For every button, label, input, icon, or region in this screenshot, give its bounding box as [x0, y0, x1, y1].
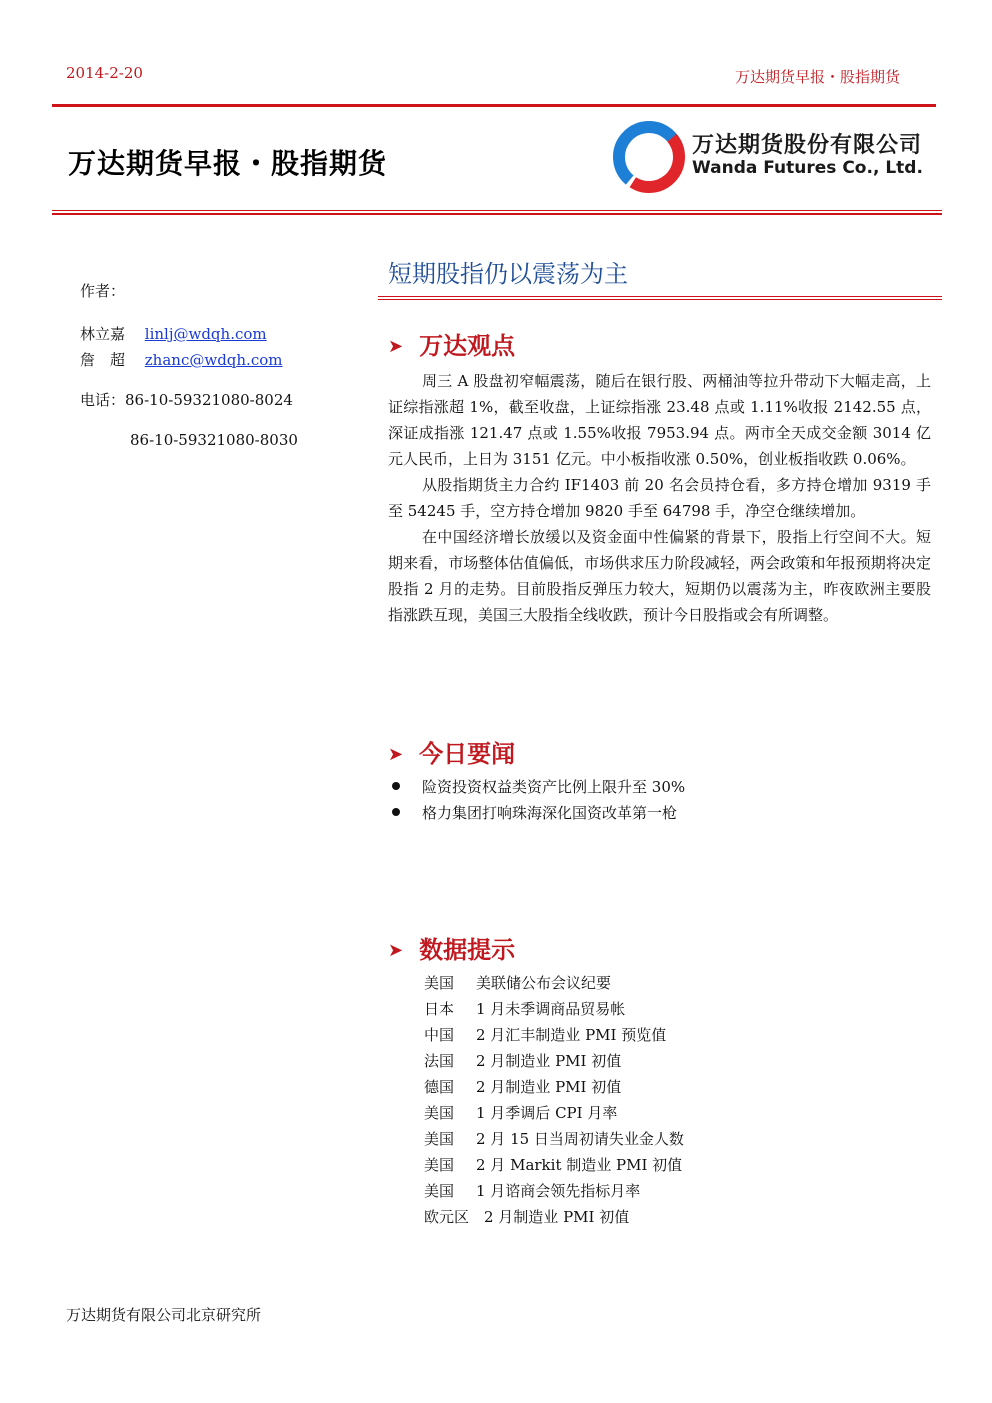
data-event: 1 月季调后 CPI 月率	[476, 1104, 618, 1122]
data-country: 美国	[424, 1156, 455, 1174]
list-item	[392, 802, 685, 828]
view-body	[388, 368, 931, 628]
arrow-right-icon: ➤	[388, 744, 404, 765]
section-heading-data	[388, 930, 515, 965]
bullet-icon	[392, 808, 400, 816]
author-name: 詹 超	[80, 351, 126, 369]
view-paragraph: 周三 A 股盘初窄幅震荡，随后在银行股、两桶油等拉升带动下大幅走高，上证综指涨超 1%，截至收盘，上证综指涨 23.48 点或 1.11%收报 2142.55 点，深证成指涨 121.47 点或 1.55%收报 7953.94 点。两市全天成交金额 3014 亿元人民币，上日为 3151 亿元。中小板指收涨 0.50%，创业板指收跌 0.06%。	[388, 372, 931, 468]
logo-company-cn: 万达期货股份有限公司	[692, 133, 923, 158]
news-text: 险资投资权益类资产比例上限升至 30%	[422, 778, 686, 796]
list-item	[424, 998, 684, 1024]
news-text: 格力集团打响珠海深化国资改革第一枪	[422, 804, 678, 822]
header-bottom-divider	[52, 210, 942, 211]
section-heading-text: 万达观点	[419, 332, 516, 360]
report-date: 2014-2-20	[66, 64, 143, 82]
list-item	[424, 1050, 684, 1076]
wanda-logo-icon	[612, 120, 686, 194]
data-list	[424, 972, 684, 1232]
header-divider	[52, 104, 936, 107]
header-bottom-divider-thick	[52, 213, 942, 215]
data-country: 美国	[424, 1104, 455, 1122]
author-email-link[interactable]: linlj@wdqh.com	[144, 325, 267, 343]
list-item	[424, 1206, 684, 1232]
article-title-divider	[378, 296, 942, 297]
author-label: 作者：	[80, 282, 126, 300]
data-event: 1 月未季调商品贸易帐	[476, 1000, 626, 1018]
company-logo	[612, 118, 942, 194]
data-country: 法国	[424, 1052, 455, 1070]
data-event: 2 月制造业 PMI 初值	[476, 1078, 622, 1096]
phone-number: 86-10-59321080-8030	[130, 431, 298, 449]
footer-institute: 万达期货有限公司北京研究所	[66, 1306, 262, 1324]
data-event: 1 月谘商会领先指标月率	[476, 1182, 641, 1200]
section-heading-text: 数据提示	[419, 936, 516, 964]
section-heading-view	[388, 326, 515, 361]
data-country: 美国	[424, 974, 455, 992]
data-event: 2 月汇丰制造业 PMI 预览值	[476, 1026, 667, 1044]
logo-company-en: Wanda Futures Co., Ltd.	[692, 158, 923, 178]
page-title: 万达期货早报・股指期货	[68, 147, 388, 180]
author-panel	[80, 280, 360, 457]
data-event: 2 月 15 日当周初请失业金人数	[476, 1130, 684, 1148]
list-item	[424, 1076, 684, 1102]
arrow-right-icon: ➤	[388, 940, 404, 961]
data-event: 2 月制造业 PMI 初值	[476, 1052, 622, 1070]
list-item	[424, 1024, 684, 1050]
data-country: 美国	[424, 1130, 455, 1148]
list-item	[424, 1102, 684, 1128]
phone-label: 电话：	[80, 391, 126, 409]
list-item	[424, 1128, 684, 1154]
view-paragraph: 在中国经济增长放缓以及资金面中性偏紧的背景下，股指上行空间不大。短期来看，市场整体估值偏低，市场供求压力阶段减轻，两会政策和年报预期将决定股指 2 月的走势。目前股指反弹压力较大，短期仍以震荡为主，昨夜欧洲主要股指涨跌互现，美国三大股指全线收跌，预计今日股指或会有所调整。	[388, 528, 931, 624]
author-email-link[interactable]: zhanc@wdqh.com	[144, 351, 283, 369]
article-title: 短期股指仍以震荡为主	[388, 260, 628, 288]
data-country: 欧元区	[424, 1208, 470, 1226]
article-title-divider-2	[378, 299, 942, 300]
list-item	[424, 1180, 684, 1206]
news-list	[392, 776, 685, 828]
bullet-icon	[392, 782, 400, 790]
list-item	[424, 972, 684, 998]
author-name: 林立嘉	[80, 325, 126, 343]
arrow-right-icon: ➤	[388, 336, 404, 357]
data-country: 日本	[424, 1000, 455, 1018]
data-event: 2 月制造业 PMI 初值	[484, 1208, 630, 1226]
header-report-name: 万达期货早报・股指期货	[734, 68, 900, 86]
section-heading-text: 今日要闻	[419, 740, 516, 768]
data-event: 2 月 Markit 制造业 PMI 初值	[476, 1156, 683, 1174]
view-paragraph: 从股指期货主力合约 IF1403 前 20 名会员持仓看，多方持仓增加 9319 手至 54245 手，空方持仓增加 9820 手至 64798 手，净空仓继续增加。	[388, 476, 931, 520]
data-event: 美联储公布会议纪要	[476, 974, 612, 992]
data-country: 中国	[424, 1026, 455, 1044]
author-row	[80, 323, 360, 349]
phone-row	[80, 389, 360, 415]
data-country: 德国	[424, 1078, 455, 1096]
phone-row-2	[80, 431, 360, 457]
section-heading-news	[388, 734, 515, 769]
data-country: 美国	[424, 1182, 455, 1200]
author-row	[80, 349, 360, 375]
list-item	[392, 776, 685, 802]
list-item	[424, 1154, 684, 1180]
phone-number: 86-10-59321080-8024	[125, 391, 293, 409]
